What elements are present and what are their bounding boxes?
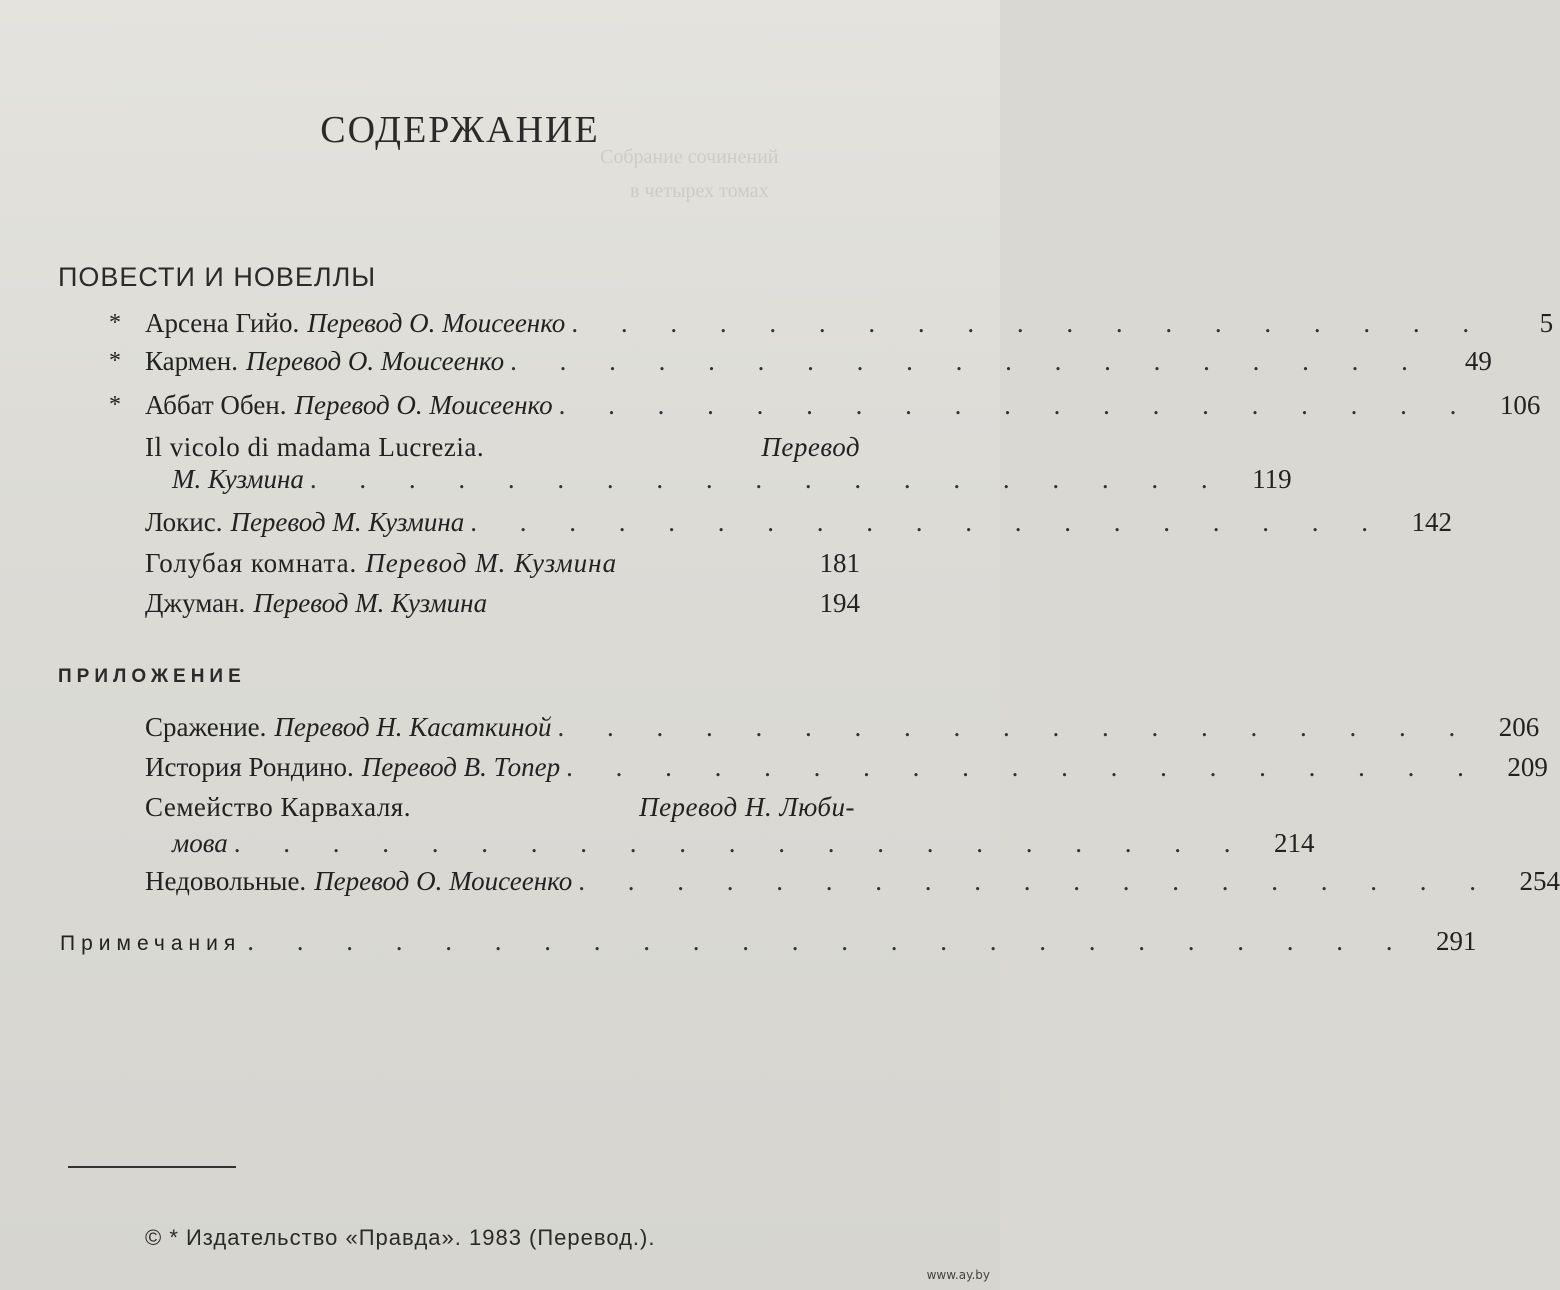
entry-translator: мова bbox=[172, 828, 228, 858]
toc-entry[interactable] bbox=[109, 390, 1541, 428]
entry-page: 142 bbox=[1411, 507, 1452, 537]
toc-entry[interactable] bbox=[172, 828, 1315, 866]
entry-page: 206 bbox=[1498, 712, 1540, 742]
entry-translator: Перевод В. Топер bbox=[361, 752, 561, 782]
entry-title: Арсена Гийо. bbox=[145, 308, 300, 338]
toc-entry[interactable] bbox=[145, 866, 1560, 904]
entry-page: 119 bbox=[1252, 464, 1292, 494]
entry-translator: Перевод О. Моисеенко bbox=[294, 390, 553, 420]
leader-dots: . . . . . . . . . . . . . . . . . . . bbox=[578, 866, 1495, 896]
watermark: www.ay.by bbox=[926, 1268, 990, 1282]
entry-translator: Перевод О. Моисеенко bbox=[314, 866, 573, 896]
entry-translator: Перевод О. Моисеенко bbox=[246, 346, 505, 376]
toc-entry[interactable] bbox=[145, 588, 860, 626]
leader-dots: . . . . . . . . . . . . . . . . . . . bbox=[470, 507, 1386, 537]
entry-translator: Перевод М. Кузмина bbox=[230, 507, 465, 537]
entry-translator: Перевод М. Кузмина bbox=[365, 548, 618, 578]
toc-entry[interactable] bbox=[172, 464, 1292, 502]
star-marker: * bbox=[109, 392, 121, 418]
section-heading-appendix: ПРИЛОЖЕНИЕ bbox=[58, 666, 246, 687]
notes-label: Примечания bbox=[60, 932, 242, 955]
entry-translator-part: Перевод bbox=[761, 432, 860, 462]
entry-title: Аббат Обен. bbox=[145, 390, 287, 420]
entry-page: 194 bbox=[819, 588, 860, 618]
entry-translator-part: Перевод Н. Люби- bbox=[639, 792, 855, 822]
leader-dots: . . . . . . . . . . . . . . . . . . . . . . . . bbox=[247, 926, 1411, 956]
leader-dots: . . . . . . . . . . . . . . . . . . . bbox=[309, 464, 1226, 494]
entry-page: 209 bbox=[1507, 752, 1548, 782]
toc-entry[interactable] bbox=[145, 752, 1548, 790]
entry-translator: Перевод Н. Касаткиной bbox=[274, 712, 552, 742]
entry-title: Il vicolo di madama Lucrezia. bbox=[145, 432, 485, 462]
bleed-through-text: Собрание сочинений в четырех томах bbox=[600, 146, 779, 202]
entry-page: 181 bbox=[819, 548, 860, 578]
entry-page: 106 bbox=[1499, 390, 1541, 420]
entry-page: 49 bbox=[1464, 346, 1492, 376]
entry-title: Семейство Карвахаля. bbox=[145, 792, 411, 822]
leader-dots: . . . . . . . . . . . . . . . . . . . bbox=[510, 346, 1426, 376]
leader-dots: . . . . . . . . . . . . . . . . . . . bbox=[557, 712, 1474, 742]
toc-entry[interactable] bbox=[145, 548, 860, 586]
copyright-notice: © * Издательство «Правда». 1983 (Перевод.). bbox=[145, 1225, 656, 1250]
toc-entry-first-line bbox=[145, 792, 855, 823]
leader-dots: . . . . . . . . . . . . . . . . . . . bbox=[558, 390, 1475, 420]
entry-page: 254 bbox=[1519, 866, 1560, 896]
entry-title: Джуман. bbox=[145, 588, 246, 618]
entry-translator: Перевод М. Кузмина bbox=[253, 588, 488, 618]
entry-page: 5 bbox=[1539, 308, 1554, 338]
toc-entry[interactable] bbox=[145, 507, 1452, 545]
notes-page: 291 bbox=[1436, 926, 1477, 956]
footnote-rule bbox=[68, 1166, 236, 1168]
entry-title: История Рондино. bbox=[145, 752, 354, 782]
page-title: СОДЕРЖАНИЕ bbox=[320, 109, 600, 151]
entry-title: Сражение. bbox=[145, 712, 267, 742]
leader-dots: . . . . . . . . . . . . . . . . . . . bbox=[566, 752, 1482, 782]
toc-entry[interactable] bbox=[109, 308, 1554, 346]
toc-entry[interactable] bbox=[109, 346, 1492, 384]
toc-entry-notes[interactable] bbox=[60, 926, 1477, 964]
star-marker: * bbox=[109, 348, 121, 374]
leader-dots: . . . . . . . . . . . . . . . . . . . . . bbox=[233, 828, 1249, 858]
entry-translator: Перевод О. Моисеенко bbox=[307, 308, 566, 338]
toc-entry-first-line bbox=[145, 432, 860, 463]
section-heading-stories: ПОВЕСТИ И НОВЕЛЛЫ bbox=[58, 262, 377, 292]
entry-title: Локис. bbox=[145, 507, 223, 537]
leader-dots: . . . . . . . . . . . . . . . . . . . bbox=[571, 308, 1488, 338]
entry-title: Недовольные. bbox=[145, 866, 307, 896]
toc-entry[interactable] bbox=[145, 712, 1540, 750]
entry-title: Кармен. bbox=[145, 346, 238, 376]
entry-title: Голубая комната. bbox=[145, 548, 358, 578]
entry-translator: М. Кузмина bbox=[172, 464, 304, 494]
entry-page: 214 bbox=[1274, 828, 1315, 858]
star-marker: * bbox=[109, 310, 121, 336]
